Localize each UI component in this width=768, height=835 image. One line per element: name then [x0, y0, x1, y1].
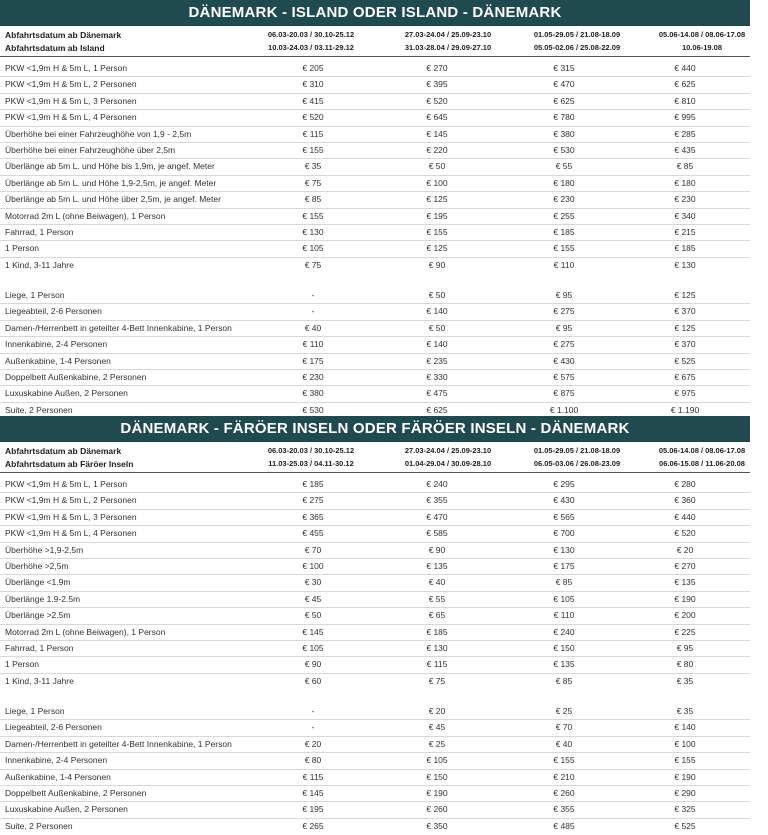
- row-label: PKW <1,9m H & 5m L, 4 Personen: [5, 528, 137, 539]
- row-label: Motorrad 2m L (ohne Beiwagen), 1 Person: [5, 210, 166, 221]
- price-cell: € 470: [553, 79, 575, 90]
- table-row: [0, 321, 750, 337]
- row-label: PKW <1,9m H & 5m L, 3 Personen: [5, 511, 137, 522]
- price-cell: € 115: [426, 659, 448, 670]
- price-cell: € 260: [553, 788, 575, 799]
- price-cell: € 75: [304, 259, 322, 270]
- price-cell: € 220: [426, 144, 448, 155]
- price-cell: -: [311, 290, 315, 301]
- row-label: Überhöhe bei einer Fahrzeughöhe über 2,5m: [5, 144, 176, 155]
- price-cell: € 275: [302, 495, 324, 506]
- price-cell: € 295: [553, 479, 575, 489]
- row-label: 1 Kind, 3-11 Jahre: [5, 259, 74, 270]
- row-label: Überlänge ab 5m L. und Höhe über 2,5m, je angef. Meter: [5, 194, 221, 205]
- table-row: [0, 575, 750, 591]
- table-row: [0, 386, 750, 402]
- price-cell: € 185: [426, 626, 448, 637]
- price-cell: € 100: [674, 738, 696, 749]
- price-cell: € 185: [553, 226, 575, 237]
- row-label: 1 Person: [5, 659, 40, 670]
- row-label: PKW <1,9m H & 5m L, 1 Person: [5, 63, 128, 73]
- table-row: [0, 608, 750, 624]
- price-cell: € 290: [674, 788, 696, 799]
- price-cell: € 30: [304, 577, 322, 588]
- price-cell: € 395: [426, 79, 448, 90]
- price-cell: € 150: [426, 771, 448, 782]
- price-cell: € 135: [553, 659, 575, 670]
- price-cell: € 240: [426, 479, 448, 489]
- table-row: [0, 176, 750, 192]
- table-header: [0, 442, 750, 473]
- table-row: [0, 288, 750, 304]
- price-cell: € 190: [674, 771, 696, 782]
- row-label: Suite, 2 Personen: [5, 404, 73, 415]
- price-cell: € 145: [302, 788, 324, 799]
- row-label: PKW <1,9m H & 5m L, 2 Personen: [5, 79, 137, 90]
- price-cell: € 65: [428, 610, 446, 621]
- price-cell: € 340: [674, 210, 696, 221]
- row-label: Doppelbett Außenkabine, 2 Personen: [5, 788, 147, 799]
- price-cell: € 70: [304, 544, 322, 555]
- row-label: PKW <1,9m H & 5m L, 1 Person: [5, 479, 128, 489]
- row-label: Fahrrad, 1 Person: [5, 226, 74, 237]
- table-row: [0, 737, 750, 753]
- price-cell: € 180: [553, 177, 575, 188]
- price-cell: € 575: [553, 372, 575, 383]
- row-label: Überlänge 1.9-2.5m: [5, 593, 81, 604]
- price-cell: € 380: [553, 128, 575, 139]
- table-row: [0, 786, 750, 802]
- row-label: Liege, 1 Person: [5, 290, 65, 301]
- date-range: 06.05-03.06 / 26.08-23.09: [533, 459, 621, 468]
- price-cell: € 430: [553, 355, 575, 366]
- price-cell: € 585: [426, 528, 448, 539]
- table-row: [0, 493, 750, 509]
- table-row: [0, 641, 750, 657]
- table-row: [0, 127, 750, 143]
- departure-label-denmark: Abfahrtsdatum ab Dänemark: [5, 446, 122, 456]
- price-cell: € 115: [302, 128, 324, 139]
- date-range: 01.05-29.05 / 21.08-18.09: [533, 446, 621, 455]
- price-cell: € 155: [302, 210, 324, 221]
- price-cell: € 260: [426, 804, 448, 815]
- row-label: Doppelbett Außenkabine, 2 Personen: [5, 372, 147, 383]
- departure-label-faroer: Abfahrtsdatum ab Färöer Inseln: [5, 459, 134, 469]
- table-row: [0, 143, 750, 159]
- row-label: Suite, 2 Personen: [5, 820, 73, 831]
- price-cell: € 195: [426, 210, 448, 221]
- price-cell: € 230: [674, 194, 696, 205]
- price-cell: € 115: [302, 771, 324, 782]
- price-cell: € 995: [674, 112, 696, 123]
- price-cell: € 110: [553, 610, 575, 621]
- price-cell: € 50: [428, 322, 446, 333]
- date-range: 01.04-29.04 / 30.09-28.10: [404, 459, 492, 468]
- price-cell: € 975: [674, 388, 696, 399]
- price-cell: € 185: [674, 243, 696, 254]
- price-cell: € 350: [426, 820, 448, 831]
- table-row: [0, 510, 750, 526]
- price-cell: € 230: [302, 372, 324, 383]
- price-cell: € 80: [676, 659, 694, 670]
- price-cell: € 270: [674, 560, 696, 571]
- table-row: [0, 559, 750, 575]
- price-cell: € 205: [302, 63, 324, 73]
- price-cell: € 475: [426, 388, 448, 399]
- date-range: 06.03-20.03 / 30.10-25.12: [267, 30, 355, 39]
- date-range: 27.03-24.04 / 25.09-23.10: [404, 30, 492, 39]
- price-cell: € 80: [304, 755, 322, 766]
- table-row: [0, 241, 750, 257]
- price-cell: € 125: [674, 322, 696, 333]
- price-cell: € 20: [428, 706, 446, 717]
- row-label: Überhöhe >2,5m: [5, 560, 69, 571]
- price-cell: € 90: [304, 659, 322, 670]
- price-cell: € 50: [428, 161, 446, 172]
- price-cell: € 190: [674, 593, 696, 604]
- price-cell: € 780: [553, 112, 575, 123]
- price-cell: € 40: [304, 322, 322, 333]
- row-label: Innenkabine, 2-4 Personen: [5, 755, 108, 766]
- price-cell: € 275: [553, 306, 575, 317]
- row-label: Luxuskabine Außen, 2 Personen: [5, 388, 128, 399]
- row-label: Liege, 1 Person: [5, 706, 65, 717]
- row-label: 1 Kind, 3-11 Jahre: [5, 675, 74, 686]
- table-row: [0, 753, 750, 769]
- row-label: Überlänge ab 5m L. und Höhe bis 1,9m, je angef. Meter: [5, 161, 215, 172]
- price-cell: € 45: [428, 722, 446, 733]
- price-cell: € 530: [553, 144, 575, 155]
- price-cell: € 520: [426, 95, 448, 106]
- price-cell: € 310: [302, 79, 324, 90]
- price-cell: € 35: [676, 706, 694, 717]
- table-row: [0, 110, 750, 126]
- price-cell: € 275: [553, 339, 575, 350]
- price-cell: € 175: [302, 355, 324, 366]
- price-cell: € 225: [674, 626, 696, 637]
- row-label: Damen-/Herrenbett in geteilter 4-Bett Innenkabine, 1 Person: [5, 322, 232, 333]
- row-label: Überhöhe bei einer Fahrzeughöhe von 1,9 - 2,5m: [5, 128, 192, 139]
- table-row: [0, 592, 750, 608]
- table-row: [0, 526, 750, 542]
- price-cell: € 45: [304, 593, 322, 604]
- price-cell: € 155: [674, 755, 696, 766]
- price-cell: € 140: [674, 722, 696, 733]
- price-cell: € 100: [426, 177, 448, 188]
- price-cell: € 130: [302, 226, 324, 237]
- price-cell: € 315: [553, 63, 575, 73]
- price-cell: € 20: [304, 738, 322, 749]
- row-label: Außenkabine, 1-4 Personen: [5, 771, 111, 782]
- table-row: [0, 802, 750, 818]
- table-row: [0, 770, 750, 786]
- table-row: [0, 704, 750, 720]
- row-label: Damen-/Herrenbett in geteilter 4-Bett Innenkabine, 1 Person: [5, 738, 232, 749]
- price-cell: € 55: [428, 593, 446, 604]
- price-cell: -: [311, 706, 315, 717]
- price-cell: € 20: [676, 544, 694, 555]
- date-range: 05.06-14.08 / 08.06-17.08: [658, 30, 746, 39]
- date-range: 27.03-24.04 / 25.09-23.10: [404, 446, 492, 455]
- row-label: PKW <1,9m H & 5m L, 4 Personen: [5, 112, 137, 123]
- price-cell: € 40: [428, 577, 446, 588]
- price-cell: € 485: [553, 820, 575, 831]
- row-label: Liegeabteil, 2-6 Personen: [5, 306, 102, 317]
- price-cell: € 130: [426, 642, 448, 653]
- price-cell: € 440: [674, 63, 696, 73]
- price-cell: € 95: [676, 642, 694, 653]
- price-cell: € 85: [304, 194, 322, 205]
- table-row: [0, 225, 750, 241]
- table-row: [0, 657, 750, 673]
- price-cell: € 95: [555, 290, 573, 301]
- price-cell: € 50: [428, 290, 446, 301]
- price-cell: € 105: [302, 243, 324, 254]
- price-cell: € 565: [553, 511, 575, 522]
- table-row: [0, 258, 750, 273]
- price-cell: € 145: [302, 626, 324, 637]
- price-cell: € 90: [428, 544, 446, 555]
- price-cell: € 325: [674, 804, 696, 815]
- price-cell: € 1.190: [670, 404, 700, 415]
- section-title: DÄNEMARK - ISLAND ODER ISLAND - DÄNEMARK: [0, 0, 750, 26]
- price-cell: € 60: [304, 675, 322, 686]
- table-row: [0, 354, 750, 370]
- price-cell: € 355: [426, 495, 448, 506]
- date-range: 10.03-24.03 / 03.11-29.12: [268, 43, 354, 52]
- price-cell: € 105: [426, 755, 448, 766]
- price-cell: € 125: [426, 194, 448, 205]
- price-cell: € 675: [674, 372, 696, 383]
- table-row: [0, 625, 750, 641]
- row-label: Überlänge >2.5m: [5, 610, 71, 621]
- faroer-price-table: [0, 416, 750, 834]
- table-row: [0, 77, 750, 93]
- price-cell: € 355: [553, 804, 575, 815]
- price-cell: € 525: [674, 820, 696, 831]
- price-cell: € 360: [674, 495, 696, 506]
- price-cell: € 440: [674, 511, 696, 522]
- row-label: PKW <1,9m H & 5m L, 2 Personen: [5, 495, 137, 506]
- price-cell: € 180: [674, 177, 696, 188]
- price-cell: € 625: [674, 79, 696, 90]
- date-range: 10.06-19.08: [681, 43, 723, 52]
- row-label: Motorrad 2m L (ohne Beiwagen), 1 Person: [5, 626, 166, 637]
- date-range: 06.03-20.03 / 30.10-25.12: [267, 446, 355, 455]
- price-cell: € 1.100: [549, 404, 579, 415]
- price-cell: € 645: [426, 112, 448, 123]
- price-cell: € 105: [302, 642, 324, 653]
- price-cell: € 155: [302, 144, 324, 155]
- price-cell: € 625: [426, 404, 448, 415]
- table-row: [0, 337, 750, 353]
- date-range: 31.03-28.04 / 29.09-27.10: [404, 43, 492, 52]
- price-cell: € 285: [674, 128, 696, 139]
- row-label: Überlänge <1.9m: [5, 577, 71, 588]
- date-range: 05.05-02.06 / 25.08-22.09: [533, 43, 621, 52]
- price-cell: -: [311, 306, 315, 317]
- price-cell: € 85: [555, 577, 573, 588]
- row-label: Außenkabine, 1-4 Personen: [5, 355, 111, 366]
- price-cell: € 210: [553, 771, 575, 782]
- price-cell: € 25: [555, 706, 573, 717]
- price-cell: € 155: [553, 755, 575, 766]
- price-cell: € 430: [553, 495, 575, 506]
- price-cell: € 110: [553, 259, 575, 270]
- price-cell: € 200: [674, 610, 696, 621]
- price-cell: € 130: [674, 259, 696, 270]
- price-cell: € 90: [428, 259, 446, 270]
- price-cell: € 130: [553, 544, 575, 555]
- price-cell: € 25: [428, 738, 446, 749]
- row-label: Innenkabine, 2-4 Personen: [5, 339, 108, 350]
- price-cell: € 40: [555, 738, 573, 749]
- price-cell: € 235: [426, 355, 448, 366]
- table-row: [0, 94, 750, 110]
- table-row: [0, 370, 750, 386]
- price-cell: € 135: [426, 560, 448, 571]
- price-cell: € 625: [553, 95, 575, 106]
- table-row: [0, 61, 750, 77]
- island-price-table: [0, 0, 750, 418]
- price-cell: € 255: [553, 210, 575, 221]
- price-cell: € 135: [674, 577, 696, 588]
- row-label: Luxuskabine Außen, 2 Personen: [5, 804, 128, 815]
- date-range: 06.06-15.08 / 11.06-20.08: [659, 459, 745, 468]
- price-cell: € 190: [426, 788, 448, 799]
- price-cell: € 145: [426, 128, 448, 139]
- table-row: [0, 209, 750, 225]
- date-range: 05.06-14.08 / 08.06-17.08: [658, 446, 746, 455]
- table-header: [0, 26, 750, 57]
- price-cell: € 230: [553, 194, 575, 205]
- price-cell: € 520: [674, 528, 696, 539]
- price-cell: € 270: [426, 63, 448, 73]
- table-row: [0, 477, 750, 493]
- price-cell: € 370: [674, 306, 696, 317]
- row-label: Überlänge ab 5m L. und Höhe 1,9-2,5m, je angef. Meter: [5, 177, 217, 188]
- row-label: PKW <1,9m H & 5m L, 3 Personen: [5, 95, 137, 106]
- price-cell: € 240: [553, 626, 575, 637]
- price-cell: € 55: [555, 161, 573, 172]
- price-cell: € 415: [302, 95, 324, 106]
- price-cell: € 700: [553, 528, 575, 539]
- price-cell: € 155: [426, 226, 448, 237]
- departure-label-island: Abfahrtsdatum ab Island: [5, 43, 105, 53]
- price-cell: € 215: [674, 226, 696, 237]
- table-row: [0, 159, 750, 175]
- row-label: Überhöhe >1,9-2,5m: [5, 544, 84, 555]
- price-cell: € 265: [302, 820, 324, 831]
- row-label: Fahrrad, 1 Person: [5, 642, 74, 653]
- table-row: [0, 819, 750, 834]
- price-cell: € 175: [553, 560, 575, 571]
- price-cell: € 105: [553, 593, 575, 604]
- date-range: 11.03-25.03 / 04.11-30.12: [268, 459, 354, 468]
- price-cell: € 195: [302, 804, 324, 815]
- price-cell: € 810: [674, 95, 696, 106]
- price-cell: € 470: [426, 511, 448, 522]
- price-cell: € 140: [426, 339, 448, 350]
- price-cell: € 35: [676, 675, 694, 686]
- price-cell: € 875: [553, 388, 575, 399]
- row-label: 1 Person: [5, 243, 40, 254]
- price-cell: € 85: [555, 675, 573, 686]
- price-cell: € 380: [302, 388, 324, 399]
- price-cell: € 365: [302, 511, 324, 522]
- price-cell: € 185: [302, 479, 324, 489]
- price-cell: € 125: [674, 290, 696, 301]
- price-cell: € 155: [553, 243, 575, 254]
- table-row: [0, 192, 750, 208]
- price-cell: € 95: [555, 322, 573, 333]
- table-row: [0, 720, 750, 736]
- table-row: [0, 543, 750, 559]
- price-cell: € 530: [302, 404, 324, 415]
- price-cell: € 525: [674, 355, 696, 366]
- price-cell: € 35: [304, 161, 322, 172]
- price-cell: -: [311, 722, 315, 733]
- price-cell: € 330: [426, 372, 448, 383]
- price-cell: € 370: [674, 339, 696, 350]
- price-cell: € 75: [304, 177, 322, 188]
- price-cell: € 150: [553, 642, 575, 653]
- price-cell: € 125: [426, 243, 448, 254]
- price-cell: € 280: [674, 479, 696, 489]
- price-cell: € 110: [302, 339, 324, 350]
- row-label: Liegeabteil, 2-6 Personen: [5, 722, 102, 733]
- departure-label-denmark: Abfahrtsdatum ab Dänemark: [5, 30, 122, 40]
- table-row: [0, 304, 750, 320]
- price-cell: € 140: [426, 306, 448, 317]
- price-cell: € 70: [555, 722, 573, 733]
- price-cell: € 435: [674, 144, 696, 155]
- table-row: [0, 674, 750, 689]
- price-cell: € 520: [302, 112, 324, 123]
- price-cell: € 75: [428, 675, 446, 686]
- price-cell: € 85: [676, 161, 694, 172]
- date-range: 01.05-29.05 / 21.08-18.09: [533, 30, 621, 39]
- section-title: DÄNEMARK - FÄRÖER INSELN ODER FÄRÖER INSELN - DÄNEMARK: [0, 416, 750, 442]
- price-cell: € 100: [302, 560, 324, 571]
- price-cell: € 455: [302, 528, 324, 539]
- price-cell: € 50: [304, 610, 322, 621]
